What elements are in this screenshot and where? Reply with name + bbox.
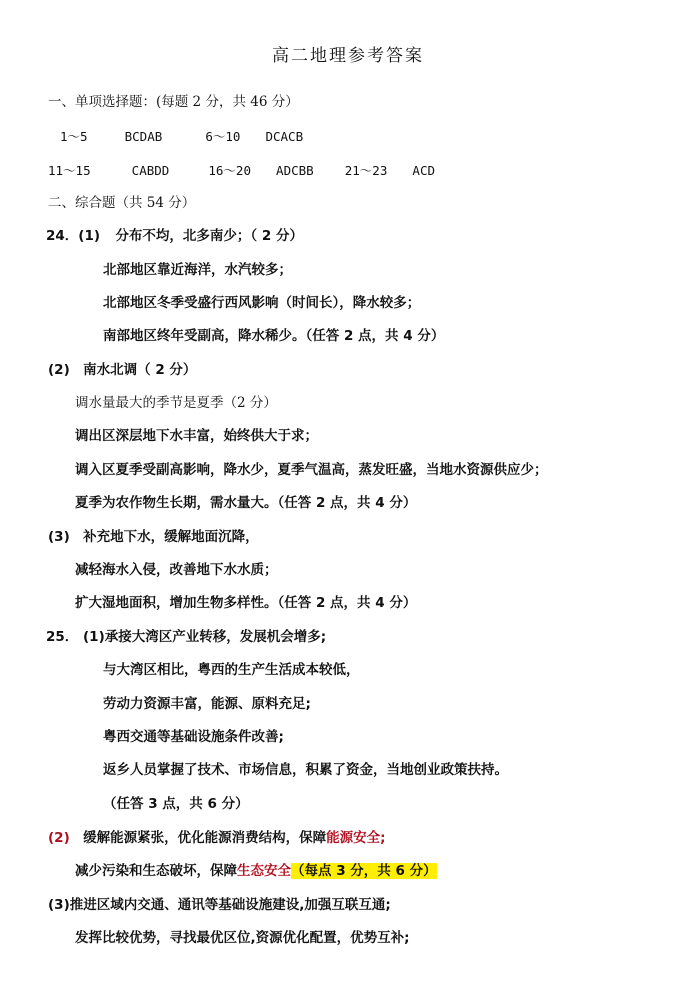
q25-p1-score: （任答 3 点，共 6 分） [103, 796, 249, 812]
range-21-23: 21～23 [344, 163, 388, 178]
q25-p2-eco-security: 生态安全 [237, 863, 291, 879]
range-1-5: 1～5 [60, 129, 88, 144]
q25-p1-line2: 劳动力资源丰富，能源、原料充足; [103, 696, 311, 712]
q25-p3-label: (3) [48, 897, 70, 913]
q25-part3 [48, 896, 391, 914]
q24-p2-line4: 夏季为农作物生长期，需水量大。（任答 2 点，共 4 分） [75, 495, 417, 511]
q24-part2 [48, 361, 196, 379]
q25-p2-line1-text: 减少污染和生态破坏，保障 [75, 863, 237, 879]
answer-row-1 [60, 128, 303, 146]
q25-p1-label: (1) [83, 629, 105, 645]
q24-p1-line1: 北部地区靠近海洋，水汽较多； [103, 262, 292, 278]
q24-p3-line1: 减轻海水入侵，改善地下水水质； [75, 562, 278, 578]
range-6-10: 6～10 [205, 129, 241, 144]
q25-p1-text: 承接大湾区产业转移，发展机会增多; [104, 629, 327, 645]
q25-p2-text: 缓解能源紧张，优化能源消费结构，保障 [83, 830, 327, 846]
q24-p1-line3: 南部地区终年受副高，降水稀少。（任答 2 点，共 4 分） [103, 328, 445, 344]
q25-p1-line4: 返乡人员掌握了技术、市场信息，积累了资金，当地创业政策扶持。 [103, 762, 508, 778]
q25-p3-text: 推进区域内交通、通讯等基础设施建设,加强互联互通; [69, 897, 391, 913]
q24-p2-line2: 调出区深层地下水丰富，始终供大于求； [75, 428, 318, 444]
q24-p3-line2: 扩大湿地面积，增加生物多样性。（任答 2 点，共 4 分） [75, 595, 417, 611]
q24-part1 [46, 227, 303, 245]
answers-11-15: CABDD [131, 163, 170, 178]
q25-part2 [48, 829, 386, 847]
section2-heading: 二、综合题（共 54 分） [48, 195, 196, 211]
section1-heading: 一、单项选择题：(每题 2 分，共 46 分） [48, 94, 299, 110]
q25-p2-label: (2) [48, 830, 70, 846]
q24-p2-label: (2) [48, 362, 70, 378]
q25-p1-line3: 粤西交通等基础设施条件改善; [103, 729, 284, 745]
q25-p2-energy-security: 能源安全; [326, 830, 386, 846]
q24-p3-text: 补充地下水，缓解地面沉降， [83, 529, 259, 545]
q25-p3-line1: 发挥比较优势，寻找最优区位,资源优化配置，优势互补; [75, 930, 410, 946]
q24-p2-line1: 调水量最大的季节是夏季（2 分） [75, 395, 277, 411]
answers-16-20: ADCBB [276, 163, 314, 178]
q24-p1-text: 分布不均，北多南少；（ 2 分） [115, 228, 303, 244]
q24-p1-line2: 北部地区冬季受盛行西风影响（时间长），降水较多； [103, 295, 421, 311]
answers-6-10: DCACB [265, 129, 304, 144]
q24-p2-text: 南水北调（ 2 分） [83, 362, 197, 378]
range-11-15: 11～15 [48, 163, 91, 178]
answer-row-2 [48, 162, 435, 180]
q24-part3 [48, 528, 259, 546]
q24-p1-label: (1) [78, 228, 101, 244]
q24-p3-label: (3) [48, 529, 70, 545]
q24-p2-line3: 调入区夏季受副高影响，降水少，夏季气温高，蒸发旺盛，当地水资源供应少； [75, 462, 548, 478]
q25-number: 25． [46, 629, 79, 645]
q25-p2-line1 [75, 862, 437, 880]
page-title: 高二地理参考答案 [272, 46, 424, 66]
answers-1-5: BCDAB [124, 129, 163, 144]
q25-p2-score-highlight: （每点 3 分，共 6 分） [291, 863, 437, 879]
q25-part1 [46, 628, 326, 646]
q25-p1-line1: 与大湾区相比，粤西的生产生活成本较低， [103, 662, 360, 678]
range-16-20: 16～20 [208, 163, 251, 178]
answers-21-23: ACD [412, 163, 435, 178]
q24-number: 24． [46, 228, 79, 244]
